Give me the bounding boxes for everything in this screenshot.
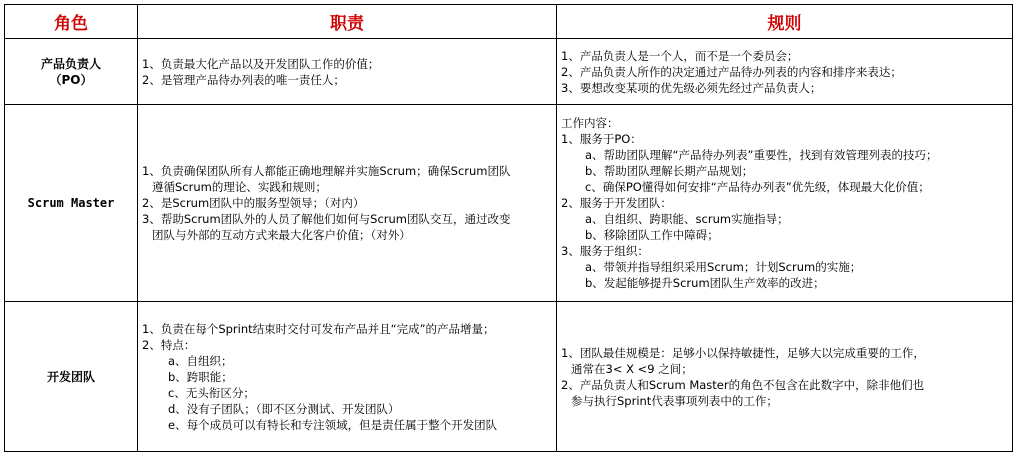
rule-line: 1、团队最佳规模是：足够小以保持敏捷性，足够大以完成重要的工作， <box>561 345 925 360</box>
rule-line: b、帮助团队理解长期产品规划； <box>585 164 754 178</box>
rule-line: 2、产品负责人和Scrum Master的角色不包含在此数字中，除非他们也 <box>561 377 925 392</box>
duty-line: 1、负责确保团队所有人都能正确地理解并实施Scrum；确保Scrum团队 <box>142 164 511 178</box>
header-role: 角色 <box>5 5 138 39</box>
rules-cell-po <box>557 39 1013 105</box>
duties-cell-scrum-master <box>138 105 557 302</box>
rule-line: a、自组织、跨职能、scrum实施指导； <box>585 212 789 226</box>
header-rules: 规则 <box>557 5 1013 39</box>
rule-line: b、移除团队工作中障碍； <box>585 228 719 242</box>
duty-line: b、跨职能； <box>168 369 233 384</box>
duty-line: a、自组织； <box>168 353 233 368</box>
duty-line: 1、负责最大化产品以及开发团队工作的价值； <box>142 56 380 71</box>
duty-line: 2、特点： <box>142 337 196 352</box>
duties-cell-dev-team <box>138 302 557 452</box>
duty-line: e、每个成员可以有特长和专注领域，但是责任属于整个开发团队 <box>168 417 498 432</box>
table-row-dev-team <box>5 302 1013 452</box>
rule-line: 工作内容： <box>561 116 619 130</box>
rule-line: 1、产品负责人是一个人，而不是一个委员会； <box>561 48 799 63</box>
rule-line: a、带领并指导组织采用Scrum；计划Scrum的实施； <box>585 260 862 274</box>
role-name: Scrum Master <box>27 196 115 210</box>
role-name: 产品负责人 <box>40 56 101 71</box>
rule-line: 通常在3< X <9 之间； <box>571 361 693 376</box>
rule-line: 参与执行Sprint代表事项列表中的工作； <box>571 393 778 408</box>
rule-line: b、发起能够提升Scrum团队生产效率的改进； <box>585 276 825 290</box>
rule-line: a、帮助团队理解“产品待办列表”重要性，找到有效管理列表的技巧； <box>585 148 938 162</box>
header-row <box>5 5 1013 39</box>
duty-line: 1、负责在每个Sprint结束时交付可发布产品并且“完成”的产品增量； <box>142 321 495 336</box>
scrum-roles-table <box>4 4 1013 452</box>
duty-line: c、无头衔区分； <box>168 385 255 400</box>
duty-line: 2、是Scrum团队中的服务型领导；（对内） <box>142 196 365 210</box>
role-abbrev: （PO） <box>49 72 93 87</box>
role-name: 开发团队 <box>46 369 95 384</box>
rule-line: 2、产品负责人所作的决定通过产品待办列表的内容和排序来表达； <box>561 64 902 79</box>
duties-cell-po <box>138 39 557 105</box>
duty-line: 团队与外部的互动方式来最大化客户价值；（对外） <box>152 228 411 242</box>
table-row-scrum-master <box>5 105 1013 302</box>
table-row-po <box>5 39 1013 105</box>
header-duties: 职责 <box>138 5 557 39</box>
duty-line: d、没有子团队；（即不区分测试、开发团队） <box>168 401 400 416</box>
duty-line: 遵循Scrum的理论、实践和规则； <box>152 180 327 194</box>
rule-line: 3、服务于组织： <box>561 244 649 258</box>
rule-line: 3、要想改变某项的优先级必须先经过产品负责人； <box>561 80 822 95</box>
rules-cell-scrum-master <box>557 105 1013 302</box>
rule-line: 2、服务于开发团队： <box>561 196 672 210</box>
rule-line: c、确保PO懂得如何安排“产品待办列表”优先级，体现最大化价值； <box>585 180 930 194</box>
role-cell-po <box>5 39 138 105</box>
duty-line: 3、帮助Scrum团队外的人员了解他们如何与Scrum团队交互，通过改变 <box>142 212 511 226</box>
rules-cell-dev-team <box>557 302 1013 452</box>
role-cell-scrum-master <box>5 105 138 302</box>
duty-line: 2、是管理产品待办列表的唯一责任人； <box>142 72 345 87</box>
rule-line: 1、服务于PO： <box>561 132 642 146</box>
role-cell-dev-team <box>5 302 138 452</box>
